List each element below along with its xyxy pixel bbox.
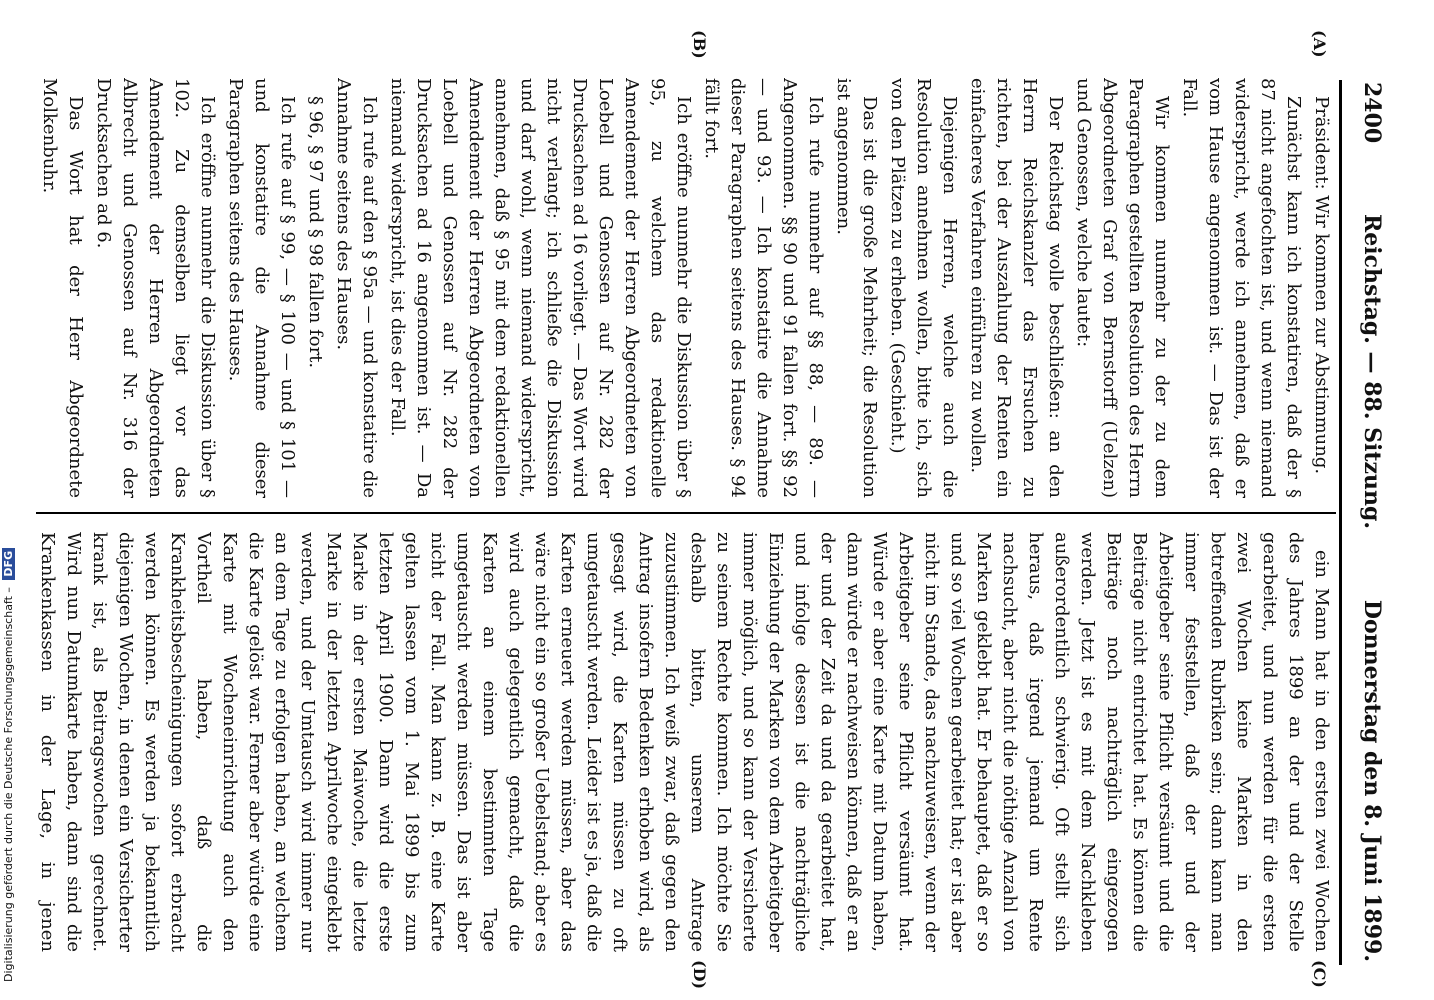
- paragraph: Zunächst kann ich konstatiren, daß der § 87 nicht angefochten ist, und wenn niemand widerspricht, werde ich annehmen, daß er vom Hause angenommen ist. — Das ist der Fall.: [1179, 78, 1304, 498]
- paragraph: ein Mann hat in den ersten zwei Wochen des Jahres 1899 an der und der Stelle gearbeitet, und nun werden für die ersten zwei Wochen keine Marken in den betreffenden Rubriken sein; dann kann man immer feststellen, daß der und der Arbeitgeber seine Pflicht versäumt und die Beiträge nicht entrichtet hat. Es können die Beiträge noch nachträglich eingezogen werden. Jetzt ist es mit dem Nachkleben außerordentlich schwierig. Oft stellt sich heraus, daß irgend jemand um Rente nachsucht, aber nicht die nöthige Anzahl von Marken geklebt hat. Er behauptet, daß er so und so viel Wochen gearbeitet hat; er ist aber nicht im Stande, das nachzuweisen, wenn der Arbeitgeber seine Pflicht versäumt hat. Würde er aber eine Karte mit Datum haben, dann würde er nachweisen können, daß er an der und der Zeit da und da gearbeitet hat, und infolge dessen ist die nachträgliche Einziehung der Marken von dem Arbeitgeber immer möglich, und so kann der Versicherte zu seinem Rechte kommen. Ich möchte Sie deshalb bitten, unserem Antrage zuzustimmen. Ich weiß zwar, daß gegen den Antrag insofern Bedenken erhoben wird, als gesagt wird, die Karten müssen zu oft umgetauscht werden. Leider ist es ja, daß die Karten erneuert werden müssen, aber das wäre nicht ein so großer Uebelstand; aber es wird auch gelegentlich gemacht, daß die Karten an einem bestimmten Tage umgetauscht werden müssen. Das ist aber nicht der Fall. Man kann z. B. eine Karte gelten lassen vom 1. Mai 1899 bis zum letzten April 1900. Dann wird die erste Marke in der ersten Maiwoche, die letzte Marke in der letzten Aprilwoche eingeklebt werden, und der Umtausch wird immer nur an dem Tage zu erfolgen haben, an welchem die Karte gelöst war. Ferner aber würde eine Karte mit Wocheneinrichtung auch den Vortheil haben, daß die Krankheitsbescheinigungen sofort erbracht werden können. Es werden ja bekanntlich diejenigen Wochen, in denen ein Versicherter krank ist, als Beitragswochen gerechnet. Wird nun Datumkarte haben, dann sind die Krankenkassen in der Lage, in jenen: [37, 532, 1332, 952]
- column-divider: [36, 512, 1336, 514]
- paragraph: Wir kommen nunmehr zu der zu dem Paragraphen gestellten Resolution des Herrn Abgeordneten Graf von Bernstorff (Uelzen) und Genossen, welche lautet:: [1073, 78, 1172, 498]
- margin-mark-b: (B): [690, 30, 709, 59]
- page-title: Reichstag. — 88. Sitzung.: [1359, 214, 1385, 530]
- paragraph: Das Wort hat der Herr Abgeordnete Molkenbuhr.: [39, 78, 86, 498]
- margin-mark-a: (A): [1310, 30, 1329, 58]
- margin-mark-c: (C): [1310, 960, 1329, 988]
- paragraph: Ich eröffne nunmehr die Diskussion über § 102. Zu demselben liegt vor das Amendement der Herren Abgeordneten Albrecht und Genossen auf Nr. 316 der Drucksachen ad 6.: [93, 78, 218, 498]
- paragraph: Ich rufe nunmehr auf §§ 88, — 89. — Angenommen. §§ 90 und 91 fallen fort. §§ 92 — und 93. — Ich konstatire die Annahme dieser Paragraphen seitens des Hauses. § 94 fällt fort.: [701, 78, 826, 498]
- right-column: [34, 532, 1334, 952]
- paragraph: § 96, § 97 und § 98 fallen fort.: [305, 96, 326, 369]
- page-header: [1352, 82, 1392, 962]
- paragraph: Ich rufe auf den § 95a — und konstatire die Annahme seitens des Hauses.: [333, 78, 380, 498]
- margin-mark-d: (D): [690, 960, 709, 990]
- footer-text: Digitalisierung gefördert durch die Deutsche Forschungsgemeinschaft –: [2, 587, 15, 982]
- page-date: Donnerstag den 8. Juni 1899.: [1359, 599, 1385, 962]
- paragraph: Das ist die große Mehrheit; die Resolution ist angenommen.: [833, 78, 880, 498]
- left-column: [34, 78, 1334, 498]
- paragraph: Diejenigen Herren, welche auch die Resolution annehmen wollen, bitte ich, sich von den Plätzen zu erheben. (Geschieht.): [887, 78, 960, 498]
- dfg-logo: DFG: [2, 548, 15, 580]
- paragraph: Ich eröffne nunmehr die Diskussion über § 95, zu welchem das redaktionelle Amendement der Herren Abgeordneten von Loebell und Genossen auf Nr. 282 der Drucksachen ad 16 vorliegt. — Das Wort wird nicht verlangt; ich schließe die Diskussion und darf wohl, wenn niemand widerspricht, annehmen, daß § 95 mit dem redaktionellen Amendement der Herren Abgeordneten von Loebell und Genossen auf Nr. 282 der Drucksachen ad 16 angenommen ist. — Da niemand widerspricht, ist dies der Fall.: [387, 78, 694, 498]
- paragraph: Präsident: Wir kommen zur Abstimmung.: [1311, 96, 1332, 475]
- page-number: 2400: [1359, 82, 1385, 144]
- footer-note: [2, 0, 20, 982]
- header-rule: [1339, 80, 1342, 965]
- paragraph: Der Reichstag wolle beschließen: an den Herrn Reichskanzler das Ersuchen zu richten, bei der Auszahlung der Renten ein einfacheres Verfahren einführen zu wollen.: [967, 78, 1066, 498]
- paragraph: Ich rufe auf § 99, — § 100 — und § 101 — und konstatire die Annahme dieser Paragraphen seitens des Hauses.: [225, 78, 298, 498]
